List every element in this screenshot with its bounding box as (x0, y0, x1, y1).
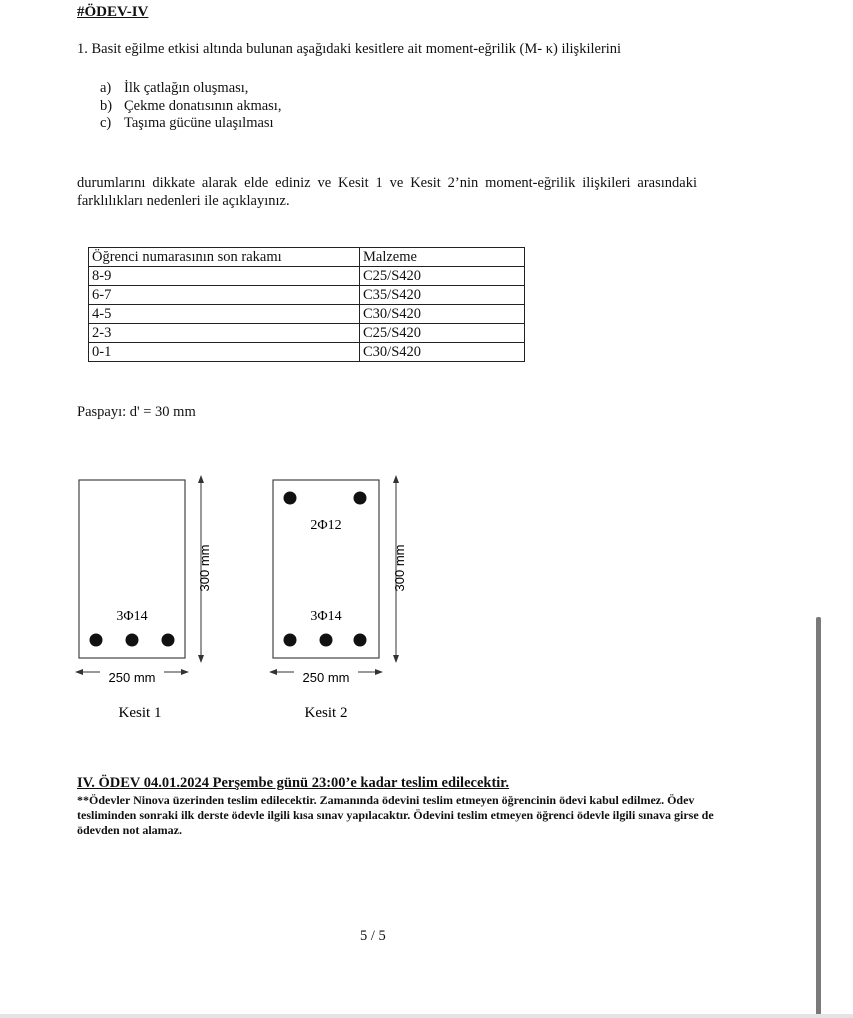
section-caption: Kesit 2 (304, 705, 348, 721)
table-cell: C30/S420 (360, 305, 525, 324)
item-label: a) (100, 80, 112, 96)
page-number: 5 / 5 (360, 928, 386, 944)
arrow-down-icon (198, 655, 204, 663)
width-label: 250 mm (108, 670, 156, 685)
vertical-scrollbar[interactable] (816, 617, 821, 1018)
deadline-notice: IV. ÖDEV 04.01.2024 Perşembe günü 23:00’e kadar teslim edilecektir. (77, 775, 510, 791)
table-row (89, 267, 525, 286)
table-row (89, 324, 525, 343)
table-cell: 6-7 (89, 286, 360, 305)
cross-section-figure (70, 470, 430, 730)
height-label: 300 mm (392, 544, 407, 592)
table-cell: C30/S420 (360, 343, 525, 362)
bottom-edge (0, 1014, 853, 1018)
assignment-title: #ÖDEV-IV (77, 4, 149, 20)
arrow-left-icon (269, 669, 277, 675)
item-text: Taşıma gücüne ulaşılması (124, 115, 274, 131)
item-text: Çekme donatısının akması, (124, 97, 282, 114)
bottom-rebar-label: 3Φ14 (116, 609, 148, 624)
item-text: İlk çatlağın oluşması, (124, 80, 249, 96)
table-cell: 4-5 (89, 305, 360, 324)
width-label: 250 mm (302, 670, 350, 685)
item-label: b) (100, 97, 113, 114)
table-cell: 2-3 (89, 324, 360, 343)
rebar (126, 634, 139, 647)
section-2-outline (273, 480, 379, 658)
bottom-rebar-label: 3Φ14 (310, 609, 342, 624)
rebar (284, 492, 297, 505)
table-cell: 0-1 (89, 343, 360, 362)
table-row (89, 343, 525, 362)
table-header-row (89, 248, 525, 267)
material-table (88, 247, 525, 362)
question-intro: 1. Basit eğilme etkisi altında bulunan aşağıdaki kesitlere ait moment-eğrilik (M- κ) ilişkilerini (77, 41, 622, 57)
list-item (100, 98, 281, 116)
section-1-outline (79, 480, 185, 658)
table-header: Öğrenci numarasının son rakamı (89, 248, 360, 267)
rebar (284, 634, 297, 647)
list-item (100, 80, 281, 98)
table-header: Malzeme (360, 248, 525, 267)
arrow-right-icon (375, 669, 383, 675)
table-cell: C25/S420 (360, 267, 525, 286)
submission-note: **Ödevler Ninova üzerinden teslim edilecektir. Zamanında ödevini teslim etmeyen öğrencinin ödevi kabul edilmez. Ödev tesliminden sonraki ilk derste ödevle ilgili kısa sınav yapılacaktır. Ödevini teslim etmeyen öğrenci ödevle ilgili sınava girse de ödevden not alamaz. (77, 793, 714, 837)
arrow-right-icon (181, 669, 189, 675)
top-rebar-label: 2Φ12 (310, 518, 342, 533)
item-label: c) (100, 115, 112, 131)
rebar (320, 634, 333, 647)
arrow-down-icon (393, 655, 399, 663)
table-cell: 8-9 (89, 267, 360, 286)
table-cell: C25/S420 (360, 324, 525, 343)
rebar (354, 634, 367, 647)
question-items (100, 80, 281, 133)
arrow-up-icon (198, 475, 204, 483)
rebar (162, 634, 175, 647)
table-row (89, 305, 525, 324)
section-1 (75, 475, 212, 721)
list-item (100, 115, 281, 133)
height-label: 300 mm (197, 544, 212, 592)
concrete-cover: Paspayı: d' = 30 mm (77, 404, 196, 420)
question-conclusion: durumlarını dikkate alarak elde ediniz ve Kesit 1 ve Kesit 2’nin moment-eğrilik ilişkileri arasındaki farklılıkları nedenleri ile açıklayınız. (77, 175, 697, 209)
arrow-up-icon (393, 475, 399, 483)
rebar (90, 634, 103, 647)
table-cell: C35/S420 (360, 286, 525, 305)
section-2 (269, 475, 407, 721)
table-row (89, 286, 525, 305)
arrow-left-icon (75, 669, 83, 675)
section-caption: Kesit 1 (118, 705, 162, 721)
rebar (354, 492, 367, 505)
